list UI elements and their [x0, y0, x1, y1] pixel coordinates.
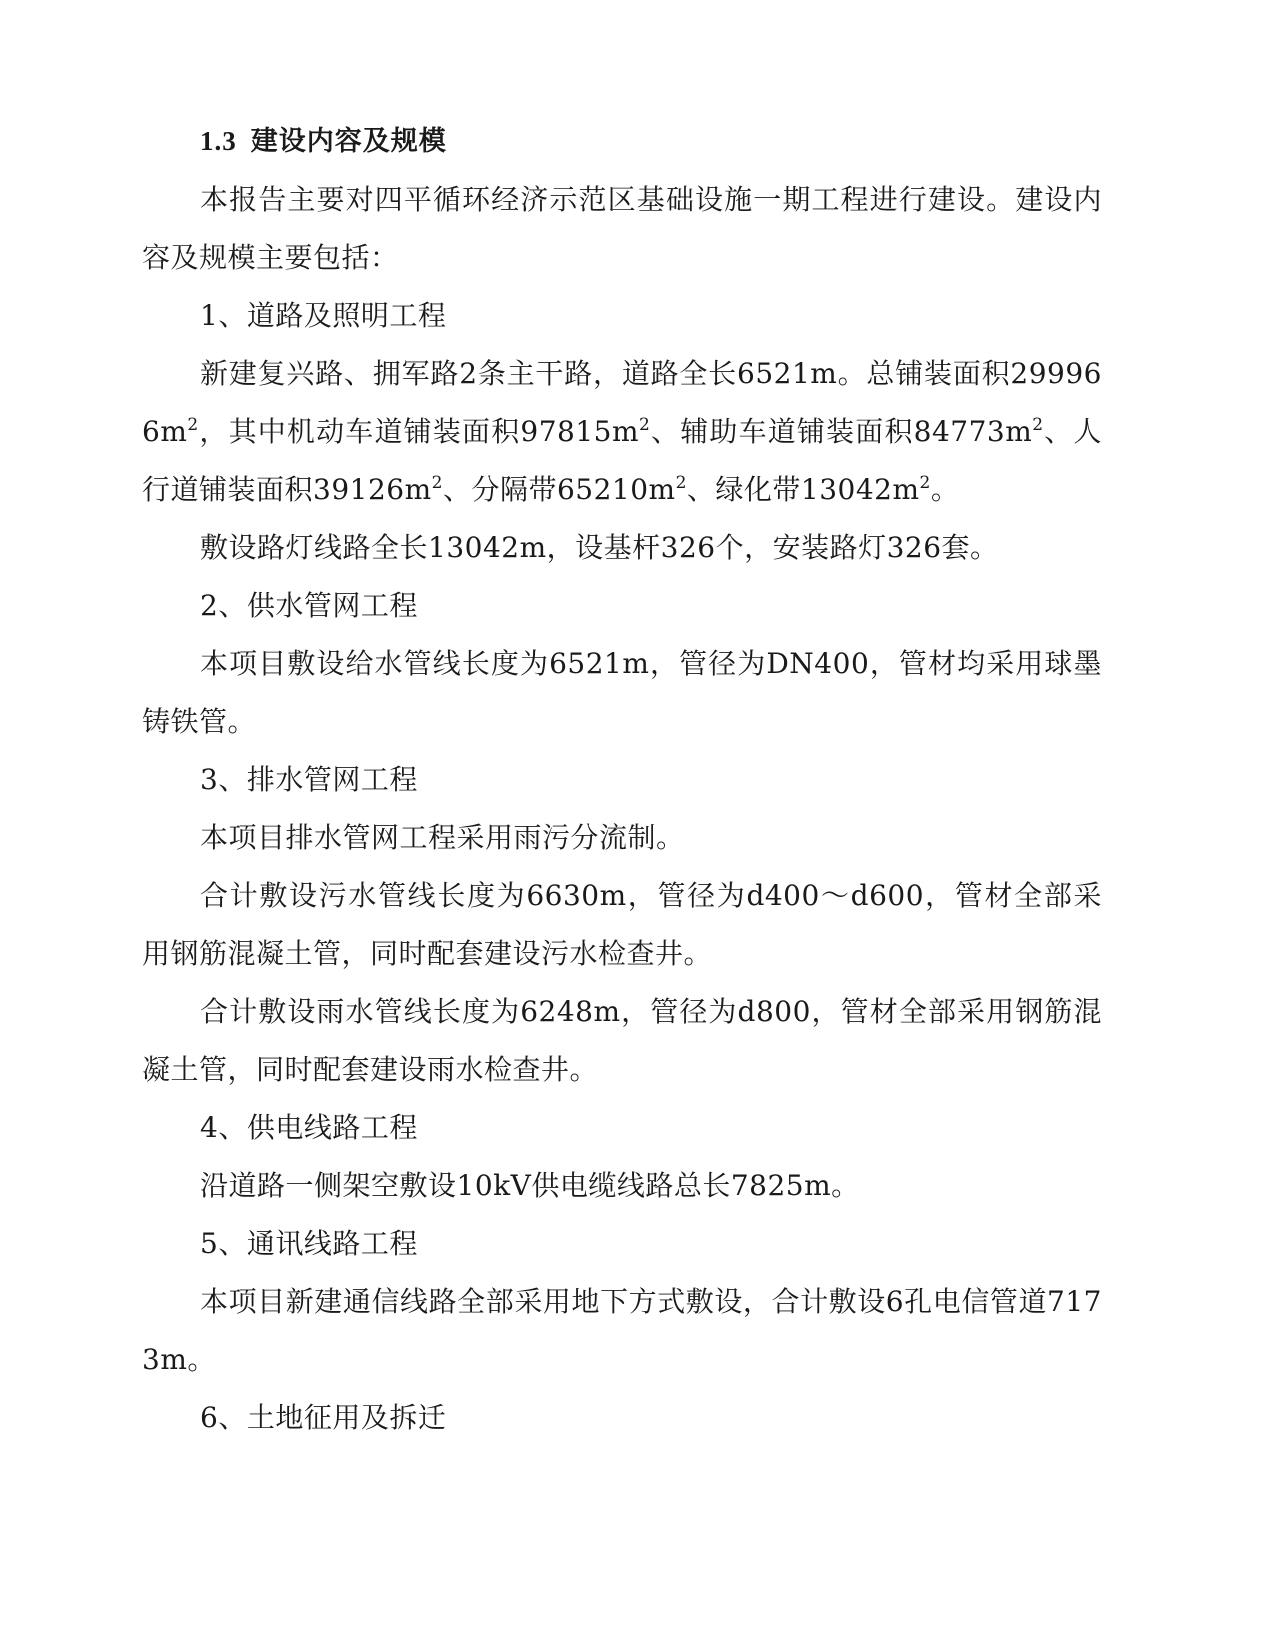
item-heading-water-supply: 2、供水管网工程 [200, 589, 418, 622]
section-heading [142, 112, 1102, 171]
section-number: 1.3 [200, 126, 237, 156]
paragraph-roads: 新建复兴路、拥军路2条主干路，道路全长6521m。总铺装面积$299966m^2$，其中机动车道铺装面积$97815m^2$、辅助车道铺装面积$84773m^2$、人行道铺装面积$39126m^2$、分隔带$65210m^2$、绿化带$13042m^2$。 [142, 357, 1102, 506]
section-title: 建设内容及规模 [250, 126, 447, 157]
item-heading-roads-lighting: 1、道路及照明工程 [200, 299, 447, 332]
paragraph-water-supply: 本项目敷设给水管线长度为6521m，管径为DN400，管材均采用球墨铸铁管。 [142, 647, 1102, 738]
document-body [142, 112, 1102, 1447]
item-heading-power: 4、供电线路工程 [200, 1111, 418, 1144]
item-heading-telecom: 5、通讯线路工程 [200, 1227, 418, 1260]
item-heading-drainage: 3、排水管网工程 [200, 763, 418, 796]
paragraph-power: 沿道路一侧架空敷设10kV供电缆线路总长7825m。 [200, 1169, 860, 1202]
paragraph-telecom: 本项目新建通信线路全部采用地下方式敷设，合计敷设6孔电信管道7173m。 [142, 1285, 1102, 1376]
paragraph-rainwater: 合计敷设雨水管线长度为6248m，管径为d800，管材全部采用钢筋混凝土管，同时配套建设雨水检查井。 [142, 995, 1102, 1086]
paragraph-drainage-system: 本项目排水管网工程采用雨污分流制。 [200, 821, 685, 854]
paragraph-intro: 本报告主要对四平循环经济示范区基础设施一期工程进行建设。建设内容及规模主要包括： [142, 183, 1102, 274]
paragraph-sewage: 合计敷设污水管线长度为6630m，管径为d400～d600，管材全部采用钢筋混凝土管，同时配套建设污水检查井。 [142, 879, 1102, 970]
paragraph-street-lights: 敷设路灯线路全长13042m，设基杆326个，安装路灯326套。 [200, 531, 999, 564]
item-heading-land: 6、土地征用及拆迁 [200, 1401, 447, 1434]
